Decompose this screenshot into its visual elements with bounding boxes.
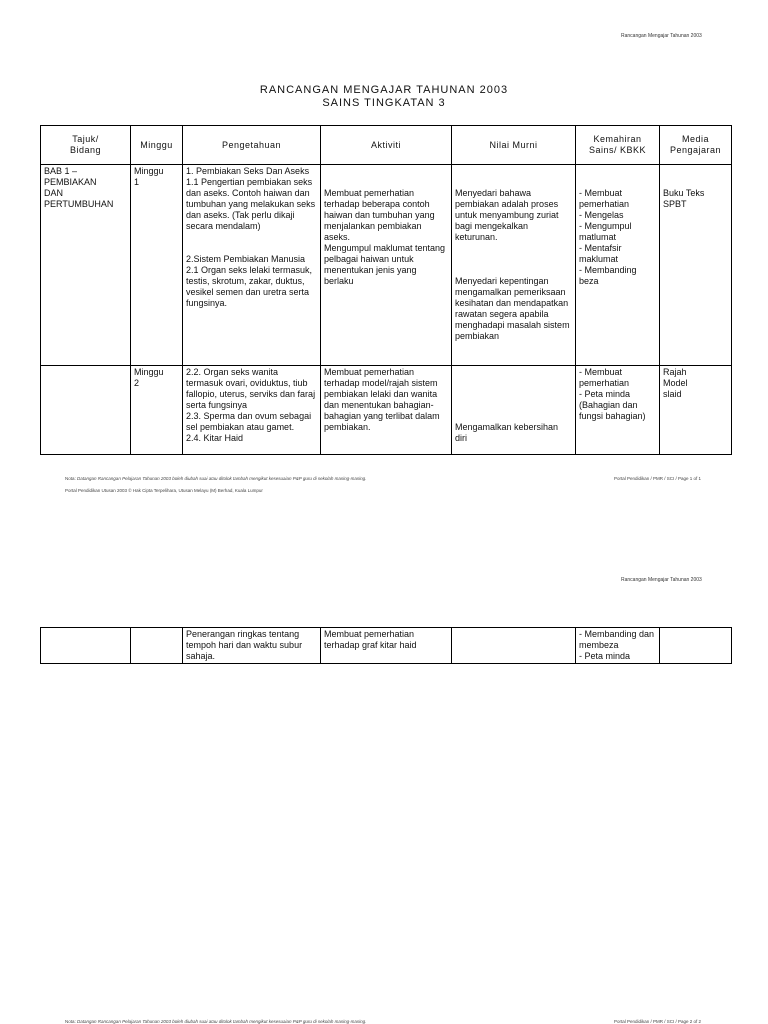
- cell-pengetahuan: [183, 165, 321, 366]
- running-header: Rancangan Mengajar Tahunan 2003: [621, 33, 702, 39]
- plan-table-page2: [40, 627, 732, 664]
- col-header-minggu: Minggu: [131, 126, 183, 165]
- document-title: [0, 84, 768, 110]
- table-row: [41, 165, 732, 366]
- title-line-2: SAINS TINGKATAN 3: [322, 97, 446, 109]
- cell-nilai-murni: [452, 628, 576, 664]
- cell-tajuk: [41, 366, 131, 455]
- footer-note: [65, 1019, 525, 1024]
- cell-nilai-murni: Mengamalkan kebersihan diri: [452, 366, 576, 455]
- plan-table-page1: [40, 125, 732, 455]
- table-row: [41, 628, 732, 664]
- cell-media: Buku Teks SPBT: [660, 165, 732, 366]
- footer-page-number: Portal Pendidikan / PMR / SCI / Page 1 of 1: [613, 476, 701, 481]
- footer-note: [65, 476, 525, 481]
- footer-note-text: Datangan Rancangan Pelajaran Tahunan 2003 boleh diubah suai atau ditolok tambah mengikut kesesuaian P&P guru di sekolah masing-masing.: [77, 476, 367, 481]
- cell-pengetahuan: Penerangan ringkas tentang tempoh hari dan waktu subur sahaja.: [183, 628, 321, 664]
- pengetahuan-part-a: 1. Pembiakan Seks Dan Aseks 1.1 Pengertian pembiakan seks dan aseks. Contoh haiwan dan tumbuhan yang melakukan seks dan aseks. (Tak perlu dikaji secara mendalam): [186, 166, 316, 231]
- cell-nilai-murni: [452, 165, 576, 366]
- footer-note-prefix: Nota:: [65, 1019, 76, 1024]
- cell-pengetahuan: 2.2. Organ seks wanita termasuk ovari, oviduktus, tiub fallopio, uterus, serviks dan faraj serta fungsinya 2.3. Sperma dan ovum sebagai sel pembiakan atau gamet. 2.4. Kitar Haid: [183, 366, 321, 455]
- table-header-row: [41, 126, 732, 165]
- cell-kemahiran: - Membanding dan membeza - Peta minda: [576, 628, 660, 664]
- running-header: Rancangan Mengajar Tahunan 2003: [621, 577, 702, 583]
- cell-tajuk: BAB 1 – PEMBIAKAN DAN PERTUMBUHAN: [41, 165, 131, 366]
- cell-minggu: [131, 628, 183, 664]
- footer-note-prefix: Nota:: [65, 476, 76, 481]
- footer-copyright: Portal Pendidikan Utusan 2003 © Hak Cipta Terpelihara, Utusan Melayu (M) Berhad, Kuala Lumpur: [65, 488, 263, 493]
- col-header-tajuk: Tajuk/ Bidang: [41, 126, 131, 165]
- cell-tajuk: [41, 628, 131, 664]
- col-header-aktiviti: Aktiviti: [321, 126, 452, 165]
- nilai-part-b: Menyedari kepentingan mengamalkan pemeriksaan kesihatan dan mendapatkan rawatan segera apabila menghadapi masalah sistem pembiakan: [455, 276, 570, 341]
- cell-kemahiran: - Membuat pemerhatian - Mengelas - Mengumpul matlumat - Mentafsir maklumat - Membanding beza: [576, 165, 660, 366]
- cell-aktiviti: Membuat pemerhatian terhadap graf kitar haid: [321, 628, 452, 664]
- nilai-part-a: Menyedari bahawa pembiakan adalah proses untuk menyambung zuriat bagi mengekalkan keturunan.: [455, 188, 559, 242]
- col-header-nilai-murni: Nilai Murni: [452, 126, 576, 165]
- cell-aktiviti: Membuat pemerhatian terhadap beberapa contoh haiwan dan tumbuhan yang menjalankan pembiakan aseks. Mengumpul maklumat tentang pelbagai haiwan untuk menentukan jenis yang berlaku: [321, 165, 452, 366]
- cell-kemahiran: - Membuat pemerhatian - Peta minda (Bahagian dan fungsi bahagian): [576, 366, 660, 455]
- cell-minggu: Minggu 2: [131, 366, 183, 455]
- cell-media: [660, 628, 732, 664]
- cell-media: Rajah Model slaid: [660, 366, 732, 455]
- table-row: [41, 366, 732, 455]
- footer-page-number: Portal Pendidikan / PMR / SCI / Page 2 of 2: [613, 1019, 701, 1024]
- col-header-kemahiran: Kemahiran Sains/ KBKK: [576, 126, 660, 165]
- title-line-1: RANCANGAN MENGAJAR TAHUNAN 2003: [259, 84, 509, 96]
- col-header-pengetahuan: Pengetahuan: [183, 126, 321, 165]
- footer-note-text: Datangan Rancangan Pelajaran Tahunan 2003 boleh diubah suai atau ditolok tambah mengikut kesesuaian P&P guru di sekolah masing-masing.: [77, 1019, 367, 1024]
- pengetahuan-part-b: 2.Sistem Pembiakan Manusia 2.1 Organ seks lelaki termasuk, testis, skrotum, zakar, duktus, vesikel semen dan uretra serta fungsinya.: [186, 254, 313, 308]
- cell-aktiviti: Membuat pemerhatian terhadap model/rajah sistem pembiakan lelaki dan wanita dan menentukan bahagian-bahagian yang terlibat dalam pembiakan.: [321, 366, 452, 455]
- cell-minggu: Minggu 1: [131, 165, 183, 366]
- col-header-media: Media Pengajaran: [660, 126, 732, 165]
